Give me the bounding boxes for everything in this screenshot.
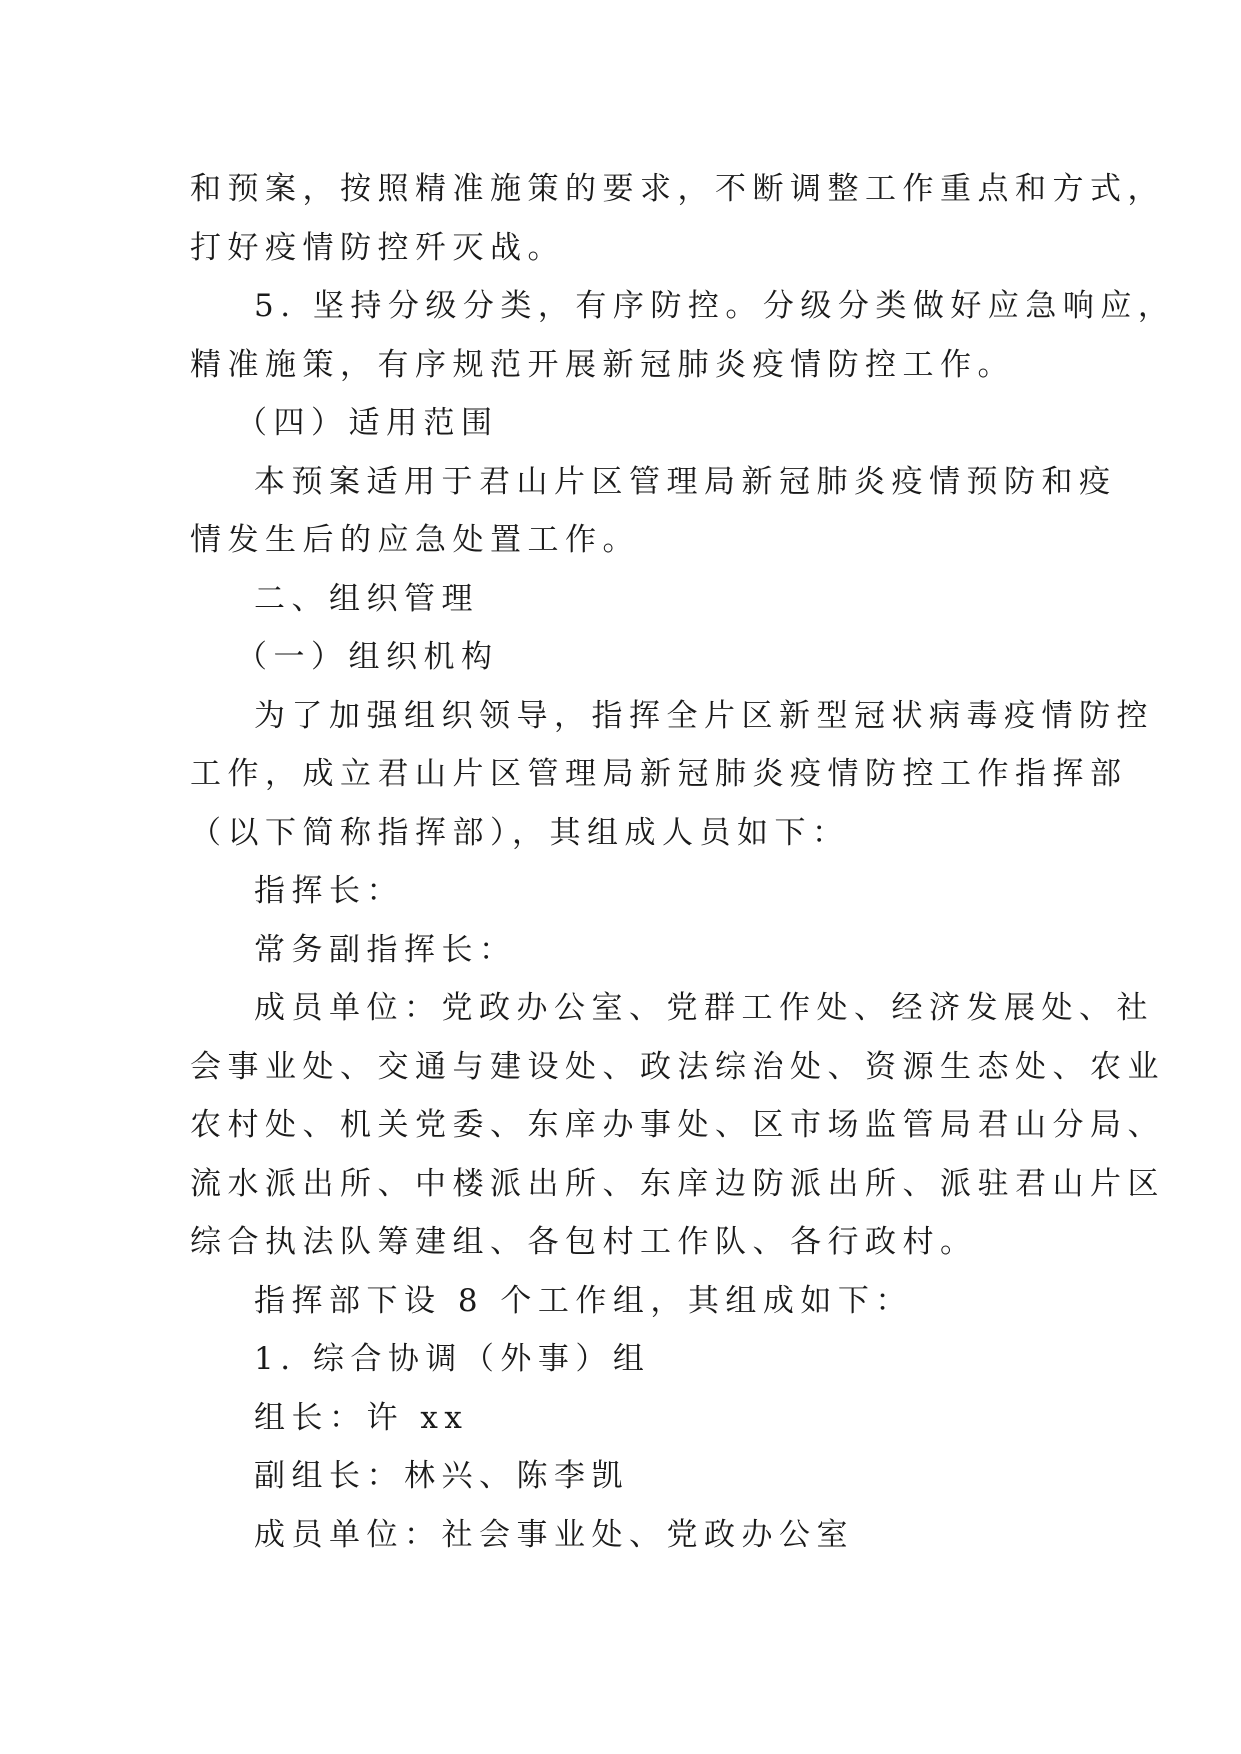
text-line: 成员单位：社会事业处、党政办公室 xyxy=(254,1516,854,1553)
text-line: 综合执法队筹建组、各包村工作队、各行政村。 xyxy=(190,1224,978,1260)
text-line: 副组长：林兴、陈李凯 xyxy=(254,1458,629,1494)
section-heading: （四）适用范围 xyxy=(236,405,499,441)
text-line: 工作，成立君山片区管理局新冠肺炎疫情防控工作指挥部 xyxy=(190,756,1128,792)
text-line: 为了加强组织领导，指挥全片区新型冠状病毒疫情防控 xyxy=(254,697,1154,734)
text-line: 打好疫情防控歼灭战。 xyxy=(190,229,565,266)
document-body xyxy=(190,160,1176,1564)
text-line: 本预案适用于君山片区管理局新冠肺炎疫情预防和疫 xyxy=(254,463,1117,500)
text-line: 组长：许 xx xyxy=(254,1399,469,1436)
text-line: 指挥长： xyxy=(254,873,404,909)
text-line: 会事业处、交通与建设处、政法综治处、资源生态处、农业 xyxy=(190,1048,1165,1085)
section-heading: 二、组织管理 xyxy=(254,580,479,617)
text-line: 常务副指挥长： xyxy=(254,931,517,968)
section-heading: 1. 综合协调（外事）组 xyxy=(254,1341,651,1377)
section-heading: （一）组织机构 xyxy=(236,639,499,675)
text-line: 农村处、机关党委、东庠办事处、区市场监管局君山分局、 xyxy=(190,1107,1165,1143)
text-line: 流水派出所、中楼派出所、东庠边防派出所、派驻君山片区 xyxy=(190,1165,1165,1202)
text-line: 和预案，按照精准施策的要求，不断调整工作重点和方式， xyxy=(190,171,1165,207)
text-line: （以下简称指挥部），其组成人员如下： xyxy=(190,814,850,851)
text-line: 精准施策，有序规范开展新冠肺炎疫情防控工作。 xyxy=(190,346,1015,383)
text-line: 5. 坚持分级分类，有序防控。分级分类做好应急响应， xyxy=(254,288,1176,324)
text-line: 情发生后的应急处置工作。 xyxy=(190,522,640,558)
text-line: 指挥部下设 8 个工作组，其组成如下： xyxy=(254,1282,913,1319)
text-line: 成员单位：党政办公室、党群工作处、经济发展处、社 xyxy=(254,990,1154,1026)
